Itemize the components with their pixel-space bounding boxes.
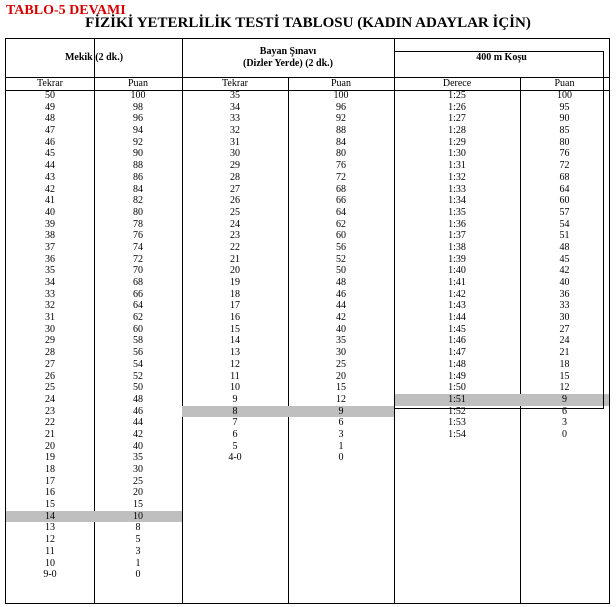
mekik-tekrar-cell: 29	[45, 335, 55, 347]
bayan-tekrar-cell: 12	[230, 358, 240, 370]
bayan-tekrar-cell: 18	[230, 288, 240, 300]
bayan-tekrar-cell: 32	[230, 125, 240, 137]
mekik-puan-cell: 42	[133, 428, 143, 440]
mekik-tekrar-cell: 38	[45, 230, 55, 242]
bayan-tekrar-cell: 22	[230, 241, 240, 253]
kosu-puan-cell: 45	[559, 253, 570, 265]
mekik-tekrar-cell: 35	[45, 265, 55, 277]
bayan-tekrar-cell: 15	[230, 323, 240, 335]
mekik-tekrar-cell: 47	[45, 125, 55, 137]
mekik-tekrar-cell: 30	[45, 323, 55, 335]
bayan-puan-cell: 76	[336, 160, 346, 172]
bayan-puan-cell: 35	[336, 335, 346, 347]
mekik-puan-cell: 94	[133, 125, 143, 137]
mekik-tekrar-cell: 14	[6, 511, 94, 523]
mekik-tekrar-cell: 9-0	[43, 569, 57, 581]
mekik-puan-cell: 58	[133, 335, 143, 347]
kosu-puan-cell: 3	[562, 417, 567, 429]
mekik-tekrar-cell: 33	[45, 288, 55, 300]
bayan-puan-cell: 64	[336, 206, 346, 218]
kosu-puan-cell: 76	[559, 148, 570, 160]
mekik-tekrar-cell: 34	[45, 277, 55, 288]
kosu-derece-cell: 1:52	[448, 405, 466, 417]
mekik-puan-cell: 50	[133, 382, 143, 394]
kosu-derece-cell: 1:30	[448, 148, 466, 160]
kosu-puan-cell: 33	[559, 300, 570, 312]
bayan-tekrar-cell: 20	[230, 265, 240, 277]
kosu-puan-cell: 54	[559, 218, 570, 230]
bayan-tekrar-cell: 4-0	[228, 452, 242, 464]
mekik-tekrar-cell: 26	[45, 370, 55, 382]
mekik-puan-cell: 90	[133, 148, 143, 160]
document-title: FİZİKİ YETERLİLİK TESTİ TABLOSU (KADIN ADAYLAR İÇİN)	[85, 15, 531, 31]
bayan-puan-cell: 1	[338, 440, 344, 452]
kosu-derece-cell: 1:39	[448, 253, 466, 265]
mekik-puan-cell: 0	[135, 569, 141, 581]
bayan-tekrar-cell: 30	[230, 148, 240, 160]
kosu-puan-cell: 48	[559, 241, 570, 253]
kosu-puan-column	[520, 90, 609, 441]
bayan-puan-cell: 48	[336, 277, 346, 288]
bayan-tekrar-cell: 23	[230, 230, 240, 242]
mekik-puan-cell: 15	[133, 499, 143, 511]
kosu-derece-cell: 1:50	[448, 382, 466, 394]
mekik-tekrar-cell: 16	[45, 487, 55, 499]
bayan-puan-cell: 50	[336, 265, 346, 277]
kosu-puan-cell: 24	[559, 335, 570, 347]
mekik-puan-cell: 25	[133, 475, 143, 487]
mekik-puan-cell: 30	[133, 464, 143, 475]
bayan-tekrar-cell: 17	[230, 300, 240, 312]
mekik-tekrar-column	[6, 90, 94, 581]
mekik-puan-cell: 48	[133, 393, 143, 405]
bayan-tekrar-cell: 26	[230, 195, 240, 207]
mekik-puan-cell: 8	[135, 522, 141, 534]
mekik-puan-cell: 20	[133, 487, 143, 499]
mekik-tekrar-cell: 12	[45, 534, 55, 546]
kosu-puan-cell: 95	[559, 101, 570, 113]
col-head-mekik-tekrar: Tekrar	[37, 78, 63, 89]
col-head-bayan-tekrar: Tekrar	[222, 78, 248, 89]
col-head-bayan-puan: Puan	[331, 78, 351, 89]
mekik-puan-cell: 5	[135, 534, 141, 546]
kosu-derece-cell: 1:54	[448, 428, 466, 440]
mekik-puan-cell: 62	[133, 312, 143, 324]
mekik-tekrar-cell: 39	[45, 218, 55, 230]
mekik-tekrar-cell: 49	[45, 101, 55, 113]
bayan-puan-cell: 88	[336, 125, 346, 137]
mekik-tekrar-cell: 23	[45, 405, 55, 417]
bayan-tekrar-cell: 11	[230, 370, 240, 382]
bayan-tekrar-cell: 10	[230, 382, 240, 394]
mekik-tekrar-cell: 37	[45, 241, 55, 253]
bayan-puan-column	[288, 90, 394, 464]
bayan-puan-cell: 60	[336, 230, 346, 242]
bayan-puan-cell: 52	[336, 253, 346, 265]
mekik-tekrar-cell: 11	[45, 545, 55, 557]
kosu-derece-column	[394, 90, 520, 441]
kosu-derece-cell: 1:51	[394, 394, 520, 406]
kosu-derece-cell: 1:47	[448, 347, 466, 359]
bayan-tekrar-cell: 6	[232, 428, 238, 440]
mekik-puan-cell: 56	[133, 347, 143, 359]
bayan-puan-cell: 6	[338, 417, 344, 429]
kosu-derece-cell: 1:31	[448, 160, 466, 172]
bayan-tekrar-cell: 19	[230, 277, 240, 288]
mekik-puan-column	[94, 90, 182, 581]
mekik-tekrar-cell: 19	[45, 452, 55, 464]
kosu-puan-cell: 90	[559, 113, 570, 125]
mekik-puan-cell: 70	[133, 265, 143, 277]
kosu-puan-cell: 51	[559, 230, 570, 242]
mekik-puan-cell: 68	[133, 277, 143, 288]
kosu-puan-cell: 64	[559, 183, 570, 195]
mekik-tekrar-cell: 44	[45, 160, 55, 172]
bayan-tekrar-cell: 5	[232, 440, 238, 452]
bayan-puan-cell: 56	[336, 241, 346, 253]
mekik-tekrar-cell: 42	[45, 183, 55, 195]
mekik-puan-cell: 96	[133, 113, 143, 125]
kosu-derece-cell: 1:42	[448, 288, 466, 300]
mekik-tekrar-cell: 21	[45, 428, 55, 440]
kosu-derece-cell: 1:44	[448, 312, 466, 324]
kosu-derece-cell: 1:36	[448, 218, 466, 230]
kosu-puan-cell: 72	[559, 160, 570, 172]
mekik-puan-cell: 46	[133, 405, 143, 417]
kosu-derece-cell: 1:34	[448, 195, 466, 207]
bayan-puan-cell: 44	[336, 300, 346, 312]
mekik-tekrar-cell: 10	[45, 557, 55, 569]
bayan-puan-cell: 9	[288, 406, 394, 418]
bayan-title-line1: Bayan Şınavı	[259, 46, 317, 57]
bayan-puan-cell: 62	[336, 218, 346, 230]
mekik-puan-cell: 76	[133, 230, 143, 242]
kosu-derece-cell: 1:53	[448, 417, 466, 429]
kosu-title: 400 m Koşu	[476, 52, 527, 63]
kosu-puan-cell: 12	[559, 382, 570, 394]
mekik-puan-cell: 82	[133, 195, 143, 207]
kosu-puan-cell: 36	[559, 288, 570, 300]
kosu-puan-cell: 80	[559, 136, 570, 148]
mekik-tekrar-cell: 43	[45, 171, 55, 183]
mekik-tekrar-cell: 32	[45, 300, 55, 312]
mekik-puan-cell: 72	[133, 253, 143, 265]
kosu-puan-cell: 100	[557, 90, 572, 101]
kosu-derece-cell: 1:26	[448, 101, 466, 113]
kosu-derece-cell: 1:25	[448, 90, 466, 101]
bayan-title-line2: (Dizler Yerde) (2 dk.)	[243, 58, 333, 69]
bayan-tekrar-cell: 8	[182, 406, 288, 418]
bayan-puan-cell: 84	[336, 136, 346, 148]
mekik-tekrar-cell: 50	[45, 90, 55, 101]
kosu-puan-cell: 6	[562, 405, 567, 417]
bayan-tekrar-cell: 34	[230, 101, 240, 113]
mekik-puan-cell: 54	[133, 358, 143, 370]
mekik-puan-cell: 92	[133, 136, 143, 148]
bayan-puan-cell: 42	[336, 312, 346, 324]
mekik-puan-cell: 64	[133, 300, 143, 312]
bayan-puan-cell: 30	[336, 347, 346, 359]
bayan-tekrar-cell: 33	[230, 113, 240, 125]
bayan-tekrar-cell: 25	[230, 206, 240, 218]
mekik-puan-cell: 86	[133, 171, 143, 183]
kosu-puan-cell: 18	[559, 358, 570, 370]
kosu-puan-cell: 30	[559, 312, 570, 324]
mekik-tekrar-cell: 17	[45, 475, 55, 487]
mekik-puan-cell: 44	[133, 417, 143, 429]
kosu-puan-cell: 68	[559, 171, 570, 183]
mekik-puan-cell: 52	[133, 370, 143, 382]
bayan-puan-cell: 3	[338, 428, 344, 440]
kosu-puan-cell: 42	[559, 265, 570, 277]
kosu-puan-cell: 21	[559, 347, 570, 359]
kosu-derece-cell: 1:41	[448, 277, 466, 288]
bayan-puan-cell: 100	[333, 90, 349, 101]
mekik-puan-cell: 3	[135, 545, 141, 557]
col-head-kosu-puan: Puan	[554, 78, 575, 89]
mekik-tekrar-cell: 40	[45, 206, 55, 218]
bayan-tekrar-column	[182, 90, 288, 464]
kosu-puan-cell: 0	[562, 428, 567, 440]
bayan-puan-cell: 12	[336, 393, 346, 405]
bayan-puan-cell: 68	[336, 183, 346, 195]
bayan-tekrar-cell: 16	[230, 312, 240, 324]
bayan-puan-cell: 15	[336, 382, 346, 394]
kosu-derece-cell: 1:40	[448, 265, 466, 277]
bayan-puan-cell: 96	[336, 101, 346, 113]
kosu-derece-cell: 1:38	[448, 241, 466, 253]
mekik-tekrar-cell: 46	[45, 136, 55, 148]
kosu-puan-cell: 9	[520, 394, 609, 406]
mekik-puan-cell: 10	[94, 511, 182, 523]
mekik-tekrar-cell: 31	[45, 312, 55, 324]
bayan-puan-cell: 80	[336, 148, 346, 160]
mekik-tekrar-cell: 28	[45, 347, 55, 359]
kosu-derece-cell: 1:46	[448, 335, 466, 347]
mekik-tekrar-cell: 45	[45, 148, 55, 160]
bayan-tekrar-cell: 35	[230, 90, 240, 101]
kosu-derece-cell: 1:33	[448, 183, 466, 195]
kosu-derece-cell: 1:27	[448, 113, 466, 125]
kosu-derece-cell: 1:45	[448, 323, 466, 335]
mekik-puan-cell: 88	[133, 160, 143, 172]
bayan-tekrar-cell: 13	[230, 347, 240, 359]
mekik-tekrar-cell: 27	[45, 358, 55, 370]
bayan-puan-cell: 72	[336, 171, 346, 183]
bayan-tekrar-cell: 29	[230, 160, 240, 172]
mekik-header	[6, 39, 182, 77]
bayan-puan-cell: 20	[336, 370, 346, 382]
mekik-tekrar-cell: 41	[45, 195, 55, 207]
mekik-tekrar-cell: 18	[45, 464, 55, 475]
bayan-tekrar-cell: 27	[230, 183, 240, 195]
kosu-derece-cell: 1:43	[448, 300, 466, 312]
mekik-puan-cell: 74	[133, 241, 143, 253]
mekik-tekrar-cell: 15	[45, 499, 55, 511]
kosu-puan-cell: 57	[559, 206, 570, 218]
kosu-derece-cell: 1:32	[448, 171, 466, 183]
kosu-derece-cell: 1:37	[448, 230, 466, 242]
bayan-puan-cell: 46	[336, 288, 346, 300]
tablo-label: TABLO-5 DEVAMI	[6, 3, 126, 18]
bayan-tekrar-cell: 21	[230, 253, 240, 265]
col-head-kosu-derece: Derece	[442, 78, 472, 89]
bayan-tekrar-cell: 31	[230, 136, 240, 148]
mekik-puan-cell: 78	[133, 218, 143, 230]
kosu-derece-cell: 1:35	[448, 206, 466, 218]
mekik-puan-cell: 98	[133, 101, 143, 113]
mekik-puan-cell: 66	[133, 288, 143, 300]
mekik-tekrar-cell: 20	[45, 440, 55, 452]
kosu-derece-cell: 1:29	[448, 136, 466, 148]
mekik-title: Mekik (2 dk.)	[64, 52, 124, 63]
bayan-header	[182, 39, 394, 77]
bayan-tekrar-cell: 14	[230, 335, 240, 347]
mekik-tekrar-cell: 36	[45, 253, 55, 265]
bayan-puan-cell: 0	[338, 452, 344, 464]
mekik-tekrar-cell: 24	[45, 393, 55, 405]
mekik-tekrar-cell: 13	[45, 522, 55, 534]
kosu-puan-cell: 40	[559, 277, 570, 288]
kosu-derece-cell: 1:28	[448, 125, 466, 137]
bayan-puan-cell: 25	[336, 358, 346, 370]
mekik-puan-cell: 60	[133, 323, 143, 335]
mekik-tekrar-cell: 22	[45, 417, 55, 429]
kosu-puan-cell: 60	[559, 195, 570, 207]
mekik-puan-cell: 100	[130, 90, 146, 101]
mekik-puan-cell: 80	[133, 206, 143, 218]
bayan-puan-cell: 66	[336, 195, 346, 207]
fitness-score-table	[5, 38, 610, 604]
col-head-mekik-puan: Puan	[128, 78, 148, 89]
kosu-puan-cell: 85	[559, 125, 570, 137]
mekik-puan-cell: 1	[135, 557, 141, 569]
kosu-derece-cell: 1:49	[448, 370, 466, 382]
bayan-tekrar-cell: 9	[232, 393, 238, 405]
kosu-puan-cell: 15	[559, 370, 570, 382]
mekik-tekrar-cell: 25	[45, 382, 55, 394]
mekik-puan-cell: 84	[133, 183, 143, 195]
kosu-derece-cell: 1:48	[448, 358, 466, 370]
mekik-tekrar-cell: 48	[45, 113, 55, 125]
bayan-tekrar-cell: 28	[230, 171, 240, 183]
kosu-header	[394, 39, 609, 77]
bayan-tekrar-cell: 7	[232, 417, 238, 429]
mekik-puan-cell: 40	[133, 440, 143, 452]
bayan-puan-cell: 92	[336, 113, 346, 125]
kosu-puan-cell: 27	[559, 323, 570, 335]
bayan-puan-cell: 40	[336, 323, 346, 335]
bayan-tekrar-cell: 24	[230, 218, 240, 230]
mekik-puan-cell: 35	[133, 452, 143, 464]
